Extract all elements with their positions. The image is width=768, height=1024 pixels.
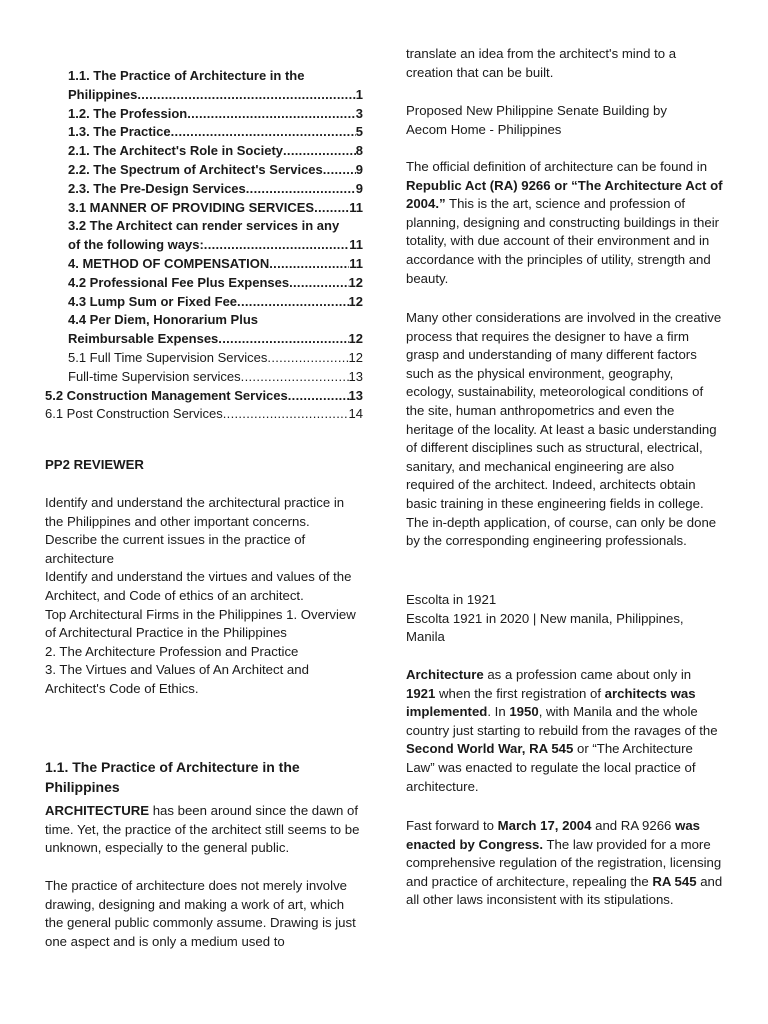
toc-dot-leader xyxy=(218,330,348,349)
toc-entry-line: 4.4 Per Diem, Honorarium Plus xyxy=(68,312,259,328)
toc-page-number: 9 xyxy=(355,180,363,196)
text-run: when the first registration of xyxy=(435,685,605,701)
text-run: as a profession came about only in xyxy=(483,667,692,682)
toc-entry-title: 5.2 Construction Management Services xyxy=(45,387,288,403)
architecture-term: ARCHITECTURE xyxy=(45,803,150,818)
bold-run: Architecture xyxy=(406,667,484,682)
toc-dot-leader xyxy=(241,368,349,387)
toc-dot-leader xyxy=(323,161,356,180)
bold-run: RA 545 xyxy=(652,873,697,889)
toc-entry[interactable] xyxy=(45,105,363,124)
section-heading-block xyxy=(45,757,345,797)
senate-caption-block xyxy=(406,102,706,139)
toc-entry-line: 3.2 The Architect can render services in any xyxy=(68,218,340,234)
text-run: , with Manila and the whole country just starting to rebuild from the ravages of the xyxy=(406,704,718,738)
reviewer-title-block xyxy=(45,457,363,472)
toc-entry[interactable] xyxy=(45,255,363,274)
toc-entry[interactable] xyxy=(45,349,363,368)
bold-run: March 17, 2004 xyxy=(497,818,592,833)
fast-forward-text xyxy=(406,817,724,910)
toc-entry[interactable] xyxy=(45,161,363,180)
toc-entry[interactable] xyxy=(45,142,363,161)
bold-run: 1950 xyxy=(509,704,539,720)
toc-entry[interactable] xyxy=(45,199,363,218)
toc-dot-leader xyxy=(283,142,356,161)
toc-entry[interactable] xyxy=(45,293,363,312)
toc-page-number: 1 xyxy=(355,86,363,102)
toc-dot-leader xyxy=(267,349,348,368)
continued-paragraph xyxy=(406,45,724,82)
toc-entry[interactable] xyxy=(45,123,363,142)
toc-entry-title: Reimbursable Expenses xyxy=(68,331,219,347)
bold-run: 1921 xyxy=(406,685,436,701)
toc-entry-title: 4. METHOD OF COMPENSATION xyxy=(68,255,270,271)
toc-dot-leader xyxy=(171,123,356,142)
objective-6: 3. The Virtues and Values of An Architect and Architect's Code of Ethics. xyxy=(45,662,309,696)
escolta-caption-1: Escolta in 1921 xyxy=(406,592,497,607)
toc-entry-title: Philippines xyxy=(68,86,138,102)
toc-page-number: 9 xyxy=(355,161,363,177)
toc-entry-title: 2.1. The Architect's Role in Society xyxy=(68,143,284,159)
bold-run: Second World War, RA 545 xyxy=(406,741,574,757)
toc-dot-leader xyxy=(237,293,348,312)
toc-entry-title: 6.1 Post Construction Services xyxy=(45,406,223,422)
toc-page-number: 11 xyxy=(349,255,363,271)
senate-caption: Proposed New Philippine Senate Building by Aecom Home - Philippines xyxy=(406,103,667,137)
practice-text: The practice of architecture does not merely involve drawing, designing and making a work of art, which the general public commonly assume. Drawing is just one aspect and is only a medium used to xyxy=(45,878,356,949)
toc-entry-title: 2.2. The Spectrum of Architect's Services xyxy=(68,161,323,177)
bold-run: was enacted by Congress. xyxy=(406,818,700,852)
toc-dot-leader xyxy=(246,180,356,199)
objective-5: 2. The Architecture Profession and Practice xyxy=(45,643,299,659)
toc-entry[interactable] xyxy=(45,180,363,199)
definition-lead: The official definition of architecture can be found in xyxy=(406,159,708,174)
objective-3: Identify and understand the virtues and values of the Architect, and Code of ethics of an architect. xyxy=(45,569,352,603)
toc-dot-leader xyxy=(288,387,349,406)
toc-page-number: 12 xyxy=(348,349,363,365)
intro-paragraph xyxy=(45,802,363,858)
bold-run: architects was implemented xyxy=(406,685,696,720)
toc-page-number: 12 xyxy=(348,274,363,290)
escolta-caption-2: Escolta 1921 in 2020 | New manila, Philippines, Manila xyxy=(406,610,684,645)
reviewer-title: PP2 REVIEWER xyxy=(45,457,144,472)
objective-2: Describe the current issues in the practice of architecture xyxy=(45,532,306,566)
objectives-block xyxy=(45,494,363,699)
text-run: and RA 9266 xyxy=(591,818,676,833)
practice-paragraph xyxy=(45,877,363,951)
toc-dot-leader xyxy=(187,105,356,124)
toc-entry[interactable] xyxy=(45,368,363,387)
toc-entry[interactable] xyxy=(45,330,363,349)
toc-entry[interactable] xyxy=(45,405,363,424)
toc-dot-leader xyxy=(269,255,349,274)
toc-dot-leader xyxy=(289,274,348,293)
toc-entry-title: 2.3. The Pre-Design Services xyxy=(68,180,246,196)
text-run: . In xyxy=(487,704,510,720)
toc-entry-line: 1.1. The Practice of Architecture in the xyxy=(68,68,305,83)
objective-1: Identify and understand the architectural practice in the Philippines and other important concerns. xyxy=(45,495,345,529)
continued-text: translate an idea from the architect's mind to a creation that can be built. xyxy=(406,46,677,80)
toc-entry-title: 1.3. The Practice xyxy=(68,124,171,140)
toc-dot-leader xyxy=(137,86,355,105)
objective-4: Top Architectural Firms in the Philippines 1. Overview of Architectural Practice in the Philippines xyxy=(45,606,356,641)
considerations-paragraph xyxy=(406,309,724,551)
toc-page-number: 11 xyxy=(349,199,363,215)
toc-entry[interactable] xyxy=(45,387,363,406)
history-paragraph xyxy=(406,666,724,796)
toc-entry-title: 5.1 Full Time Supervision Services xyxy=(68,349,268,365)
text-run: The law provided for a more comprehensive regulation of the registration, licensing and practice of architecture, repealing the xyxy=(406,836,722,889)
definition-body: This is the art, science and profession of planning, designing and constructing buildings in their totality, with due account of their environment and in accordance with the principles of utility, strength and beauty. xyxy=(406,196,720,286)
toc-entry[interactable] xyxy=(45,274,363,293)
toc-entry-title: of the following ways: xyxy=(68,237,204,253)
table-of-contents xyxy=(45,67,363,424)
toc-page-number: 8 xyxy=(355,143,363,159)
history-text xyxy=(406,666,724,796)
toc-dot-leader xyxy=(223,405,349,424)
fast-forward-paragraph xyxy=(406,817,724,910)
toc-page-number: 5 xyxy=(355,124,363,140)
toc-page-number: 13 xyxy=(348,368,363,384)
toc-page-number: 11 xyxy=(349,237,363,253)
toc-entry-title: 4.3 Lump Sum or Fixed Fee xyxy=(68,293,238,309)
toc-entry[interactable] xyxy=(45,86,363,105)
toc-entry-title: 3.1 MANNER OF PROVIDING SERVICES xyxy=(68,199,315,215)
toc-page-number: 12 xyxy=(348,293,363,309)
text-run: Fast forward to xyxy=(406,818,498,833)
text-run: and all other laws inconsistent with its stipulations. xyxy=(406,873,723,908)
intro-text: has been around since the dawn of time. Yet, the practice of the architect still seems to be unknown, especially to the general public. xyxy=(45,803,360,856)
toc-page-number: 3 xyxy=(355,105,363,121)
toc-entry[interactable] xyxy=(45,236,363,255)
section-heading: 1.1. The Practice of Architecture in the Philippines xyxy=(45,759,300,795)
toc-page-number: 14 xyxy=(348,406,363,422)
toc-page-number: 12 xyxy=(348,331,363,347)
toc-entry-title: 1.2. The Profession xyxy=(68,105,188,121)
toc-dot-leader xyxy=(204,236,349,255)
toc-page-number: 13 xyxy=(348,387,363,403)
escolta-caption-block xyxy=(406,591,724,647)
definition-paragraph xyxy=(406,158,724,288)
text-run: or “The Architecture Law” was enacted to regulate the local practice of architecture. xyxy=(406,741,696,794)
toc-dot-leader xyxy=(314,199,349,218)
definition-act: Republic Act (RA) 9266 or “The Architecture Act of 2004.” xyxy=(406,177,723,212)
considerations-text: Many other considerations are involved in the creative process that requires the designer to have a firm grasp and understanding of many different factors such as the physical environment, geography, ecology, sustainability, meteorological conditions of the site, human anthropometrics and even the heritage of the locality. At least a basic understanding of different disciplines such as structural, electrical, sanitary, and mechanical engineering are also required of the architect. Indeed, architects obtain basic training in these engineering fields in college. The in-depth application, of course, can only be done by the corresponding engineering professionals. xyxy=(406,310,722,549)
toc-entry-title: Full-time Supervision services xyxy=(68,368,241,384)
toc-entry-title: 4.2 Professional Fee Plus Expenses xyxy=(68,274,290,290)
